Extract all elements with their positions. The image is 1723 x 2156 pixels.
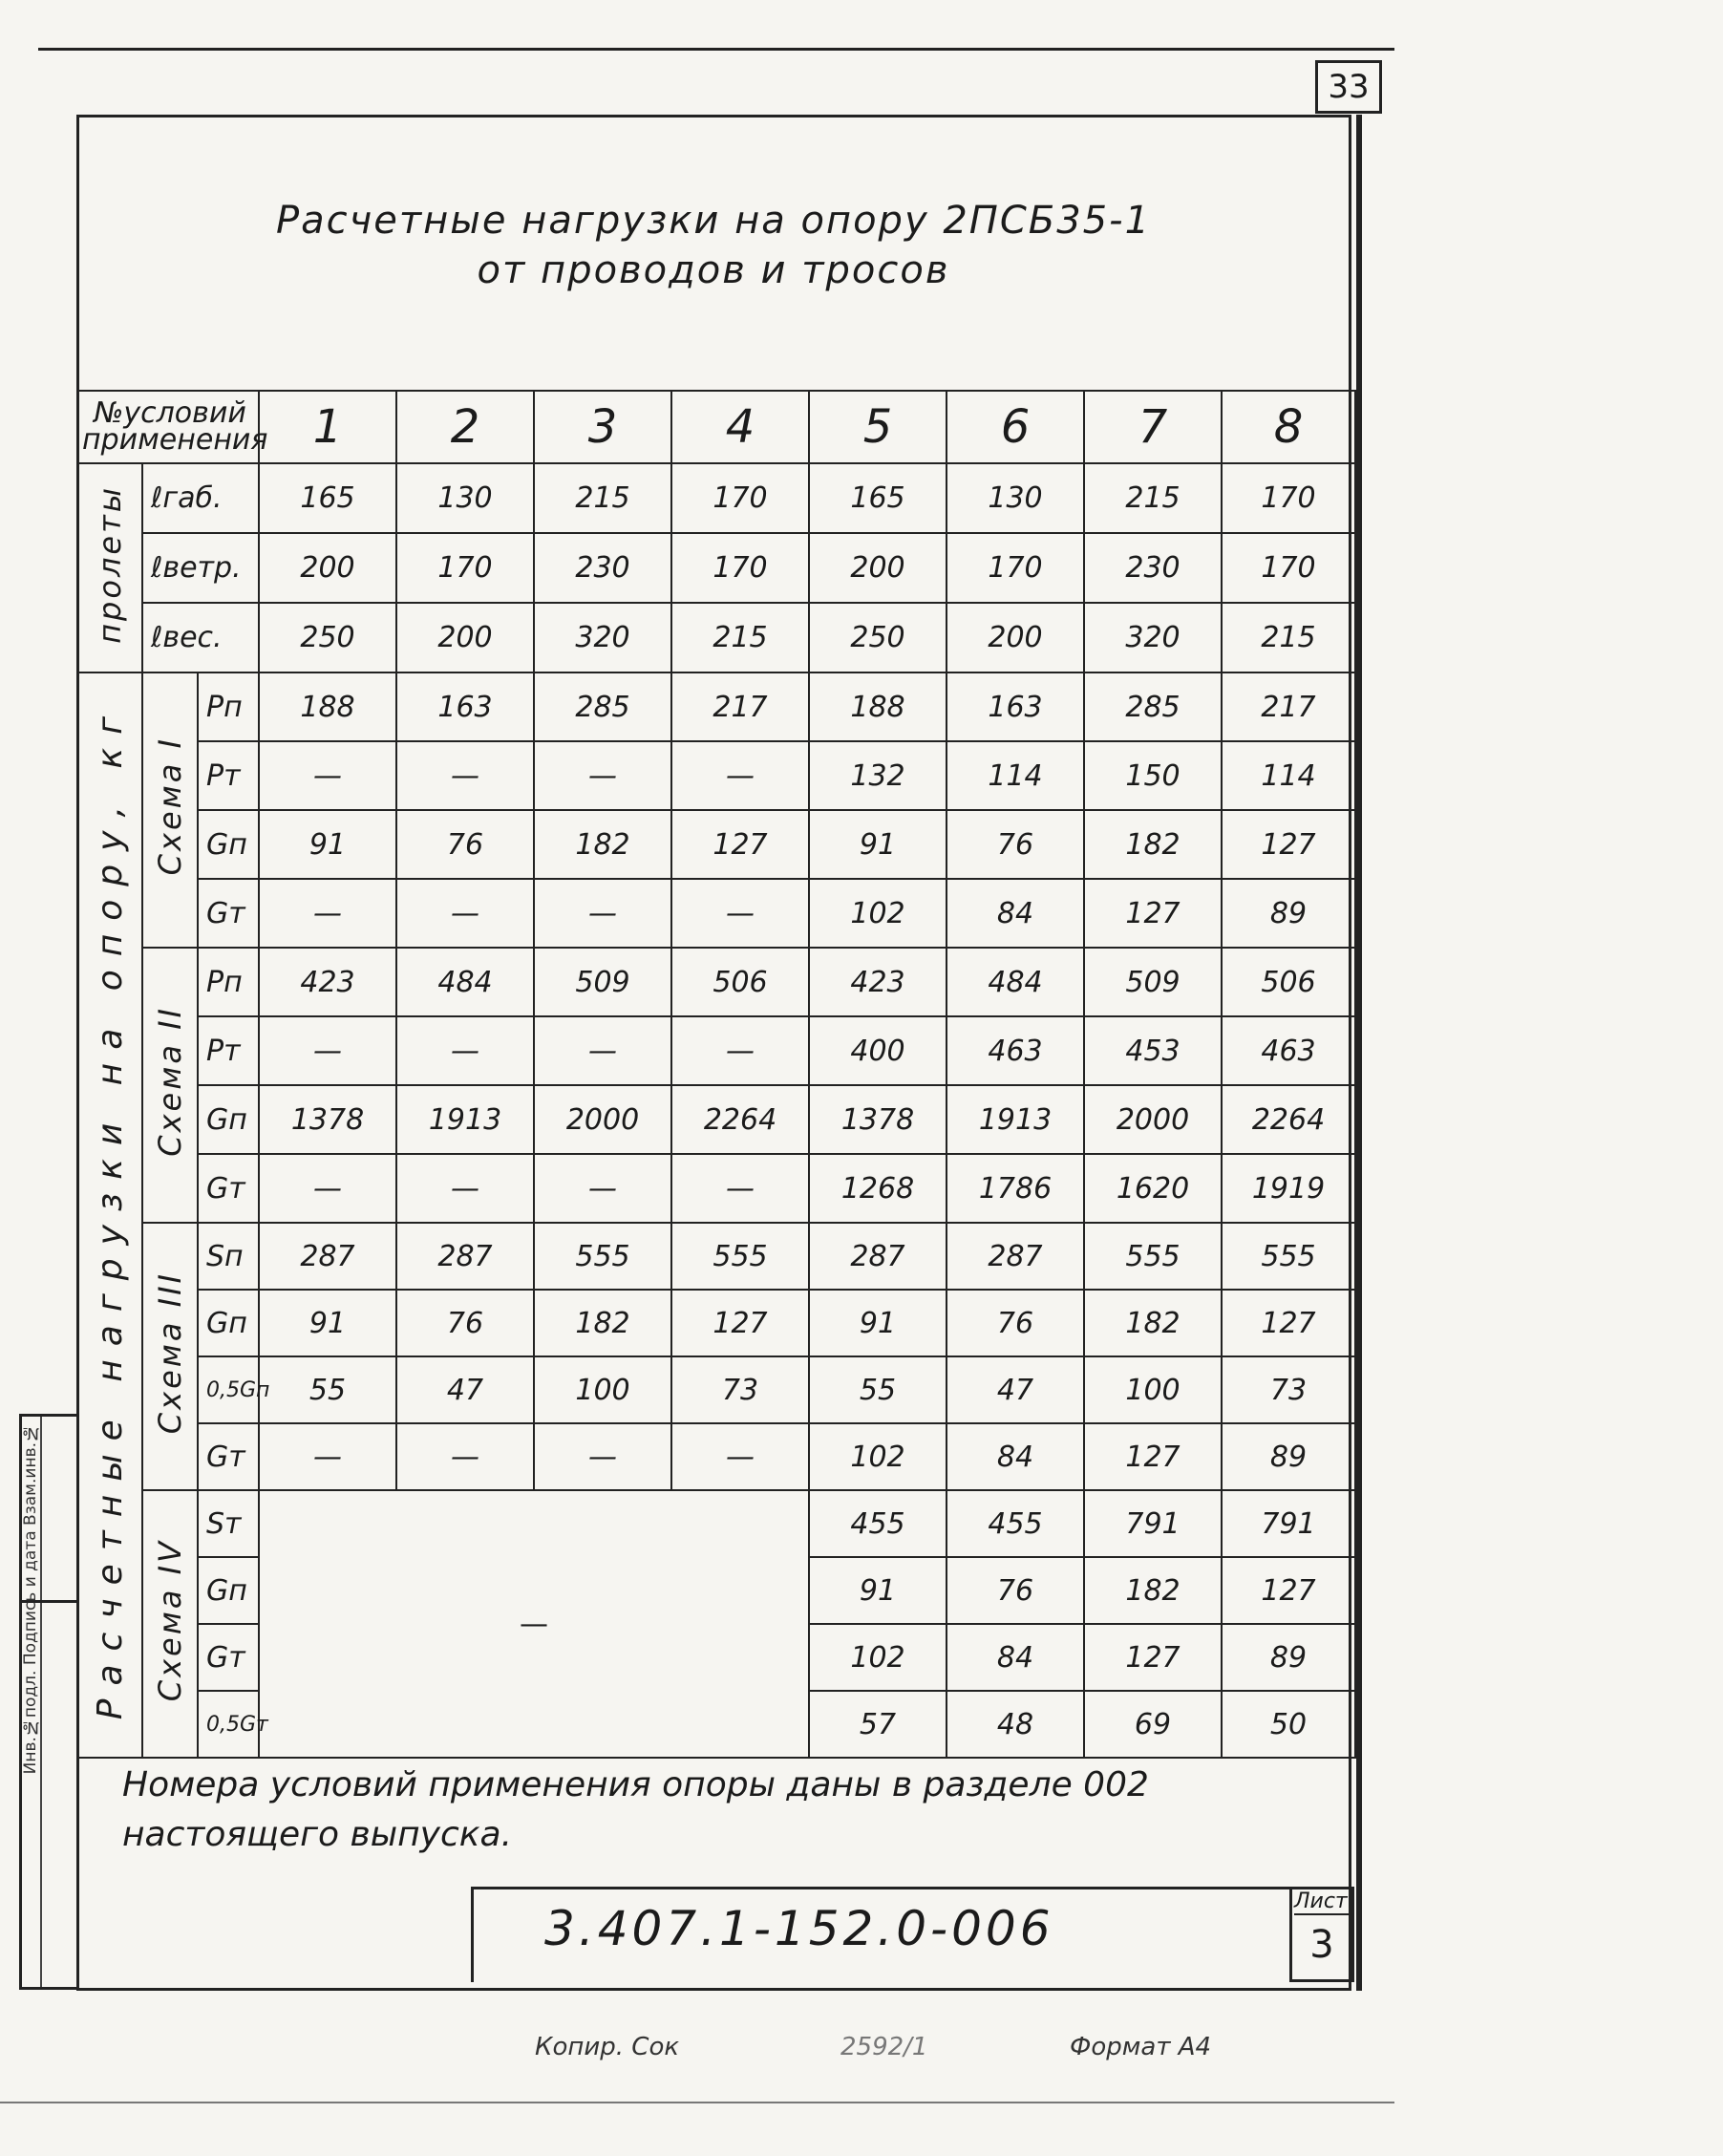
table-row — [77, 1290, 1355, 1356]
table-cell: — — [671, 1154, 809, 1223]
table-cell: 127 — [1084, 1423, 1222, 1490]
table-cell: 250 — [259, 603, 396, 672]
table-cell: 506 — [1222, 948, 1355, 1016]
column-header: 2 — [396, 391, 534, 463]
side-stamp — [21, 1423, 42, 1982]
table-cell: 1786 — [947, 1154, 1084, 1223]
table-cell: 320 — [1084, 603, 1222, 672]
table-cell: 287 — [947, 1223, 1084, 1290]
table-cell: — — [396, 741, 534, 810]
footnote — [122, 1761, 1268, 1860]
table-cell: 127 — [671, 810, 809, 879]
table-cell: 102 — [809, 1423, 947, 1490]
scheme-cell — [142, 1490, 198, 1758]
table-cell: 163 — [947, 672, 1084, 741]
table-cell: 127 — [671, 1290, 809, 1356]
table-cell: — — [534, 741, 671, 810]
table-cell: 100 — [1084, 1356, 1222, 1423]
table-cell: — — [396, 1016, 534, 1085]
row-label: ℓветр. — [142, 533, 259, 603]
table-cell: — — [534, 1016, 671, 1085]
table-cell: 165 — [809, 463, 947, 533]
table-cell: 217 — [671, 672, 809, 741]
table-row — [77, 741, 1355, 810]
table-cell: 163 — [396, 672, 534, 741]
row-label: Gп — [198, 810, 259, 879]
column-header: 3 — [534, 391, 671, 463]
table-cell: 47 — [947, 1356, 1084, 1423]
scheme-label: Схема II — [152, 1006, 188, 1157]
table-cell: 100 — [534, 1356, 671, 1423]
table-cell: 132 — [809, 741, 947, 810]
footer-number: 2592/1 — [840, 2033, 928, 2061]
row-label: Gп — [198, 1085, 259, 1154]
table-cell: 91 — [809, 810, 947, 879]
table-cell: 150 — [1084, 741, 1222, 810]
table-cell: 455 — [809, 1490, 947, 1557]
group-loads-label: Расчетные нагрузки на опору, кг — [90, 702, 130, 1720]
table-cell: 555 — [1222, 1223, 1355, 1290]
table-cell: — — [259, 1016, 396, 1085]
side-stamp-rule — [19, 1987, 76, 1990]
table-cell: — — [671, 741, 809, 810]
title-line-1: Расчетные нагрузки на опору 2ПСБ35-1 — [275, 199, 1152, 243]
table-cell: 57 — [809, 1691, 947, 1758]
table-cell: — — [396, 1423, 534, 1490]
row-label: Gт — [198, 1624, 259, 1691]
table-cell: 76 — [947, 1557, 1084, 1624]
table-cell: 84 — [947, 1624, 1084, 1691]
table-cell: 47 — [396, 1356, 534, 1423]
table-row — [77, 810, 1355, 879]
table-cell: 215 — [671, 603, 809, 672]
table-row — [77, 1356, 1355, 1423]
scheme-cell — [142, 1223, 198, 1490]
table-cell: 287 — [809, 1223, 947, 1290]
table-cell: 73 — [1222, 1356, 1355, 1423]
side-stamp-text: Инв.№подл. Подпись и дата Взам.инв.№ — [21, 1423, 40, 1775]
group-spans-label: пролеты — [92, 484, 128, 644]
table-cell: 127 — [1222, 1290, 1355, 1356]
table-row — [77, 1223, 1355, 1290]
table-cell: 114 — [1222, 741, 1355, 810]
table-cell: 509 — [534, 948, 671, 1016]
table-cell: 200 — [396, 603, 534, 672]
column-header: 7 — [1084, 391, 1222, 463]
bottom-rule — [0, 2102, 1394, 2103]
table-cell: 423 — [809, 948, 947, 1016]
table-cell: 127 — [1222, 1557, 1355, 1624]
side-stamp-rule — [19, 1414, 76, 1417]
table-cell: 76 — [396, 810, 534, 879]
table-cell: 69 — [1084, 1691, 1222, 1758]
column-header: 8 — [1222, 391, 1355, 463]
row-label: Gт — [198, 1423, 259, 1490]
table-cell: 287 — [259, 1223, 396, 1290]
table-cell: 55 — [259, 1356, 396, 1423]
footer-format: Формат А4 — [1070, 2033, 1212, 2061]
table-cell: — — [396, 879, 534, 948]
table-cell: 1913 — [396, 1085, 534, 1154]
table-cell: 2264 — [1222, 1085, 1355, 1154]
not-applicable-cell: — — [259, 1490, 809, 1758]
row-label: Sт — [198, 1490, 259, 1557]
table-row — [77, 672, 1355, 741]
table-cell: 555 — [534, 1223, 671, 1290]
footnote-line-2: настоящего выпуска. — [122, 1815, 513, 1854]
table-cell: 2000 — [1084, 1085, 1222, 1154]
table-cell: 102 — [809, 1624, 947, 1691]
table-cell: 170 — [671, 463, 809, 533]
row-label: Gп — [198, 1290, 259, 1356]
table-cell: 506 — [671, 948, 809, 1016]
table-cell: 285 — [534, 672, 671, 741]
table-row — [77, 1016, 1355, 1085]
table-cell: 165 — [259, 463, 396, 533]
page-number: 33 — [1315, 60, 1382, 114]
sheet-label: Лист — [1294, 1889, 1350, 1915]
table-cell: 73 — [671, 1356, 809, 1423]
table-cell: 170 — [1222, 463, 1355, 533]
table-cell: 127 — [1084, 879, 1222, 948]
table-cell: 170 — [1222, 533, 1355, 603]
table-row — [77, 603, 1355, 672]
table-cell: — — [534, 1154, 671, 1223]
table-cell: 2264 — [671, 1085, 809, 1154]
table-cell: 1268 — [809, 1154, 947, 1223]
table-cell: 791 — [1222, 1490, 1355, 1557]
top-rule — [38, 48, 1394, 51]
table-cell: 76 — [947, 1290, 1084, 1356]
footnote-line-1: Номера условий применения опоры даны в разделе 002 — [122, 1765, 1149, 1804]
table-cell: 484 — [396, 948, 534, 1016]
table-cell: 453 — [1084, 1016, 1222, 1085]
table-cell: 463 — [1222, 1016, 1355, 1085]
table-cell: — — [259, 1423, 396, 1490]
table-cell: 76 — [396, 1290, 534, 1356]
table-cell: 170 — [396, 533, 534, 603]
header-row — [77, 391, 1355, 463]
corner-line-2: применения — [82, 423, 268, 457]
table-cell: 170 — [671, 533, 809, 603]
row-label: 0,5Gт — [198, 1691, 259, 1758]
row-label: 0,5Gп — [198, 1356, 259, 1423]
table-cell: 555 — [671, 1223, 809, 1290]
document-code: 3.407.1-152.0-006 — [544, 1901, 1054, 1956]
table-cell: 1620 — [1084, 1154, 1222, 1223]
corner-line-1: №условий — [94, 396, 246, 430]
table-cell: — — [671, 1016, 809, 1085]
scheme-label: Схема I — [152, 736, 188, 876]
group-loads-cell — [77, 672, 142, 1758]
table-cell: — — [671, 1423, 809, 1490]
row-label: Pт — [198, 1016, 259, 1085]
table-cell: 1913 — [947, 1085, 1084, 1154]
table-cell: 89 — [1222, 1423, 1355, 1490]
table-cell: 170 — [947, 533, 1084, 603]
table-cell: 91 — [809, 1290, 947, 1356]
scheme-label: Схема III — [152, 1270, 188, 1435]
row-label: Pп — [198, 672, 259, 741]
table-cell: 182 — [1084, 1557, 1222, 1624]
table-cell: — — [396, 1154, 534, 1223]
table-cell: 127 — [1084, 1624, 1222, 1691]
group-spans-cell — [77, 463, 142, 672]
table-cell: 250 — [809, 603, 947, 672]
table-cell: 48 — [947, 1691, 1084, 1758]
table-cell: 89 — [1222, 1624, 1355, 1691]
table-cell: 400 — [809, 1016, 947, 1085]
table-cell: 182 — [1084, 1290, 1222, 1356]
table-cell: 463 — [947, 1016, 1084, 1085]
document-title — [78, 196, 1349, 295]
table-cell: 84 — [947, 879, 1084, 948]
row-label: Pп — [198, 948, 259, 1016]
table-cell: 91 — [259, 1290, 396, 1356]
footer-copy: Копир. Сок — [535, 2033, 680, 2061]
table-cell: 114 — [947, 741, 1084, 810]
table-cell: 1378 — [809, 1085, 947, 1154]
table-row — [77, 463, 1355, 533]
title-line-2: от проводов и тросов — [477, 248, 950, 292]
table-cell: 1919 — [1222, 1154, 1355, 1223]
sheet-number: 3 — [1309, 1923, 1334, 1967]
table-row — [77, 948, 1355, 1016]
row-label: ℓвес. — [142, 603, 259, 672]
table-cell: 182 — [534, 1290, 671, 1356]
table-cell: 484 — [947, 948, 1084, 1016]
table-cell: 230 — [534, 533, 671, 603]
table-cell: — — [259, 879, 396, 948]
row-label: Sп — [198, 1223, 259, 1290]
table-cell: 55 — [809, 1356, 947, 1423]
table-cell: 130 — [396, 463, 534, 533]
table-cell: 215 — [534, 463, 671, 533]
column-header: 1 — [259, 391, 396, 463]
table-cell: 84 — [947, 1423, 1084, 1490]
table-cell: 102 — [809, 879, 947, 948]
table-row — [77, 1085, 1355, 1154]
table-cell: 91 — [809, 1557, 947, 1624]
row-label: Gп — [198, 1557, 259, 1624]
table-cell: — — [534, 1423, 671, 1490]
scheme-cell — [142, 672, 198, 948]
row-label: ℓгаб. — [142, 463, 259, 533]
column-header: 6 — [947, 391, 1084, 463]
table-cell: — — [259, 1154, 396, 1223]
table-cell: 200 — [947, 603, 1084, 672]
table-row — [77, 1154, 1355, 1223]
table-row — [77, 533, 1355, 603]
table-cell: 217 — [1222, 672, 1355, 741]
row-label: Pт — [198, 741, 259, 810]
row-label: Gт — [198, 1154, 259, 1223]
table-cell: 200 — [259, 533, 396, 603]
table-cell: 215 — [1222, 603, 1355, 672]
table-cell: 2000 — [534, 1085, 671, 1154]
table-cell: 76 — [947, 810, 1084, 879]
table-cell: 182 — [534, 810, 671, 879]
table-cell: 200 — [809, 533, 947, 603]
table-cell: 188 — [809, 672, 947, 741]
table-cell: 423 — [259, 948, 396, 1016]
table-cell: 130 — [947, 463, 1084, 533]
column-header: 4 — [671, 391, 809, 463]
table-row — [77, 1423, 1355, 1490]
table-cell: 791 — [1084, 1490, 1222, 1557]
table-cell: — — [534, 879, 671, 948]
scheme-cell — [142, 948, 198, 1223]
loads-table — [76, 390, 1356, 1759]
table-cell: 127 — [1222, 810, 1355, 879]
table-cell: 215 — [1084, 463, 1222, 533]
table-cell: 91 — [259, 810, 396, 879]
table-row — [77, 879, 1355, 948]
row-label: Gт — [198, 879, 259, 948]
column-header: 5 — [809, 391, 947, 463]
table-cell: 455 — [947, 1490, 1084, 1557]
table-cell: 285 — [1084, 672, 1222, 741]
table-cell: 555 — [1084, 1223, 1222, 1290]
table-cell: — — [259, 741, 396, 810]
table-cell: 188 — [259, 672, 396, 741]
table-row — [77, 1490, 1355, 1557]
table-cell: 89 — [1222, 879, 1355, 948]
corner-cell — [77, 391, 268, 463]
table-cell: 50 — [1222, 1691, 1355, 1758]
scheme-label: Схема IV — [152, 1538, 188, 1702]
table-cell: 320 — [534, 603, 671, 672]
table-cell: 287 — [396, 1223, 534, 1290]
table-cell: 509 — [1084, 948, 1222, 1016]
table-cell: — — [671, 879, 809, 948]
frame-right-edge — [1356, 115, 1362, 1991]
table-cell: 182 — [1084, 810, 1222, 879]
table-cell: 230 — [1084, 533, 1222, 603]
table-cell: 1378 — [259, 1085, 396, 1154]
